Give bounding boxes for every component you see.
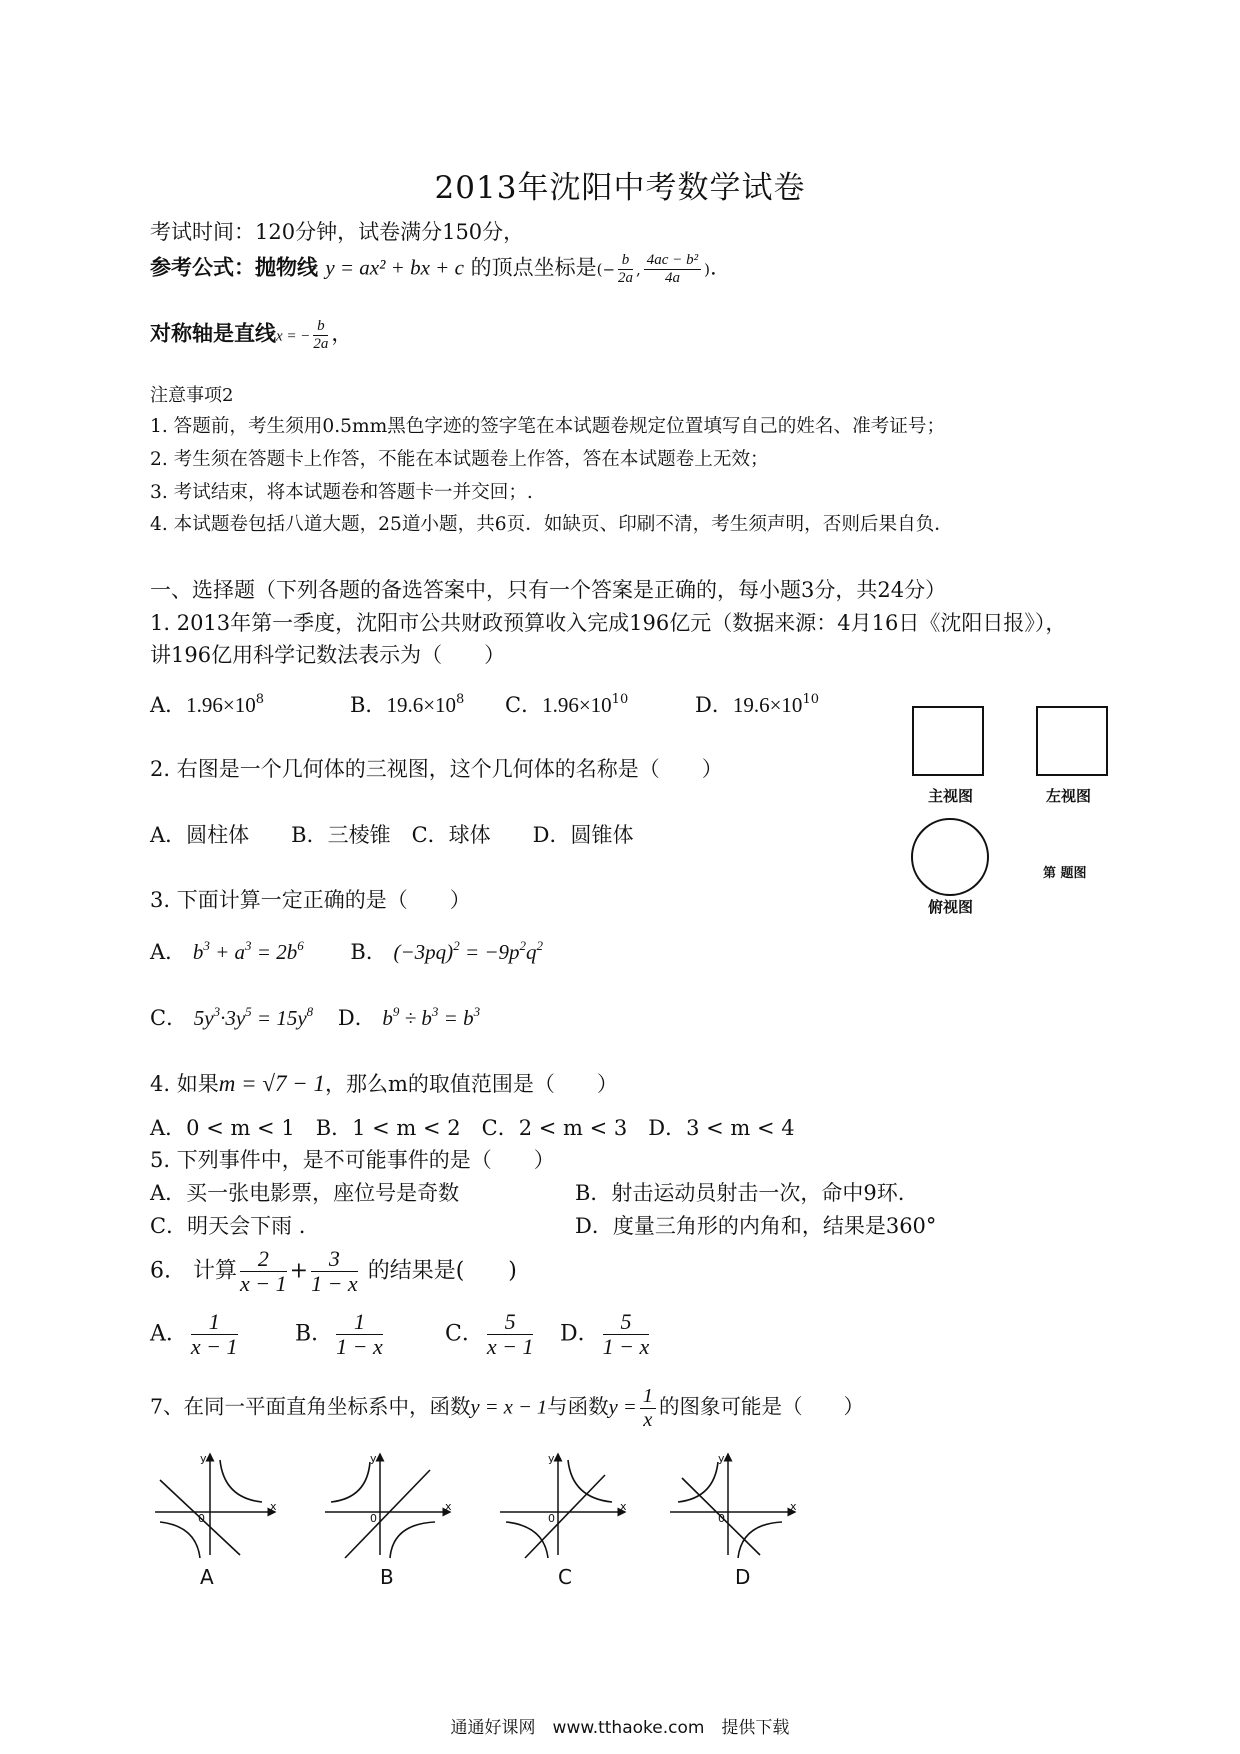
notice-item: 2. 考生须在答题卡上作答，不能在本试题卷上作答，答在本试题卷上无效； xyxy=(150,449,769,470)
front-view-square xyxy=(913,707,983,775)
notice-item: 4. 本试题卷包括八道大题，25道小题，共6页．如缺页、印刷不清，考生须声明，否则后果自负． xyxy=(150,514,953,535)
q2-stem: 2. 右图是一个几何体的三视图，这个几何体的名称是（ ） xyxy=(150,757,723,781)
q6-fraction-2: $\frac{3}{1 - x}$ xyxy=(311,1246,358,1297)
q5-option-a: A．买一张电影票，座位号是奇数 xyxy=(150,1181,460,1205)
graph-d xyxy=(670,1454,795,1558)
graph-b-origin: 0 xyxy=(370,1512,377,1525)
q1-stem-line1: 1. 2013年第一季度，沈阳市公共财政预算收入完成196亿元（数据来源：4月16日《沈阳日报》）， xyxy=(150,611,1067,635)
q1-option-a: A．$1.96\times 10^8$ xyxy=(150,692,265,717)
q3-option-c-expr: $5y^3\cdot 3y^5 = 15y^8$ xyxy=(193,1004,314,1030)
graph-a-origin: 0 xyxy=(198,1512,205,1525)
q7-stem: 7、在同一平面直角坐标系中，函数y = x − 1与函数y = $\frac{1}{x}$ 的图象可能是（ ） xyxy=(150,1385,864,1431)
graph-a-y-label: y xyxy=(200,1452,207,1465)
hyperbola-branch xyxy=(160,1522,200,1558)
graph-b xyxy=(325,1454,450,1558)
vertex-close: ) xyxy=(704,260,710,279)
q5-option-b: B．射击运动员射击一次，命中9环. xyxy=(575,1181,905,1205)
graph-d-y-label: y xyxy=(718,1452,725,1465)
q3-option-c-label: C． xyxy=(150,1006,188,1030)
q5-option-c: C．明天会下雨 . xyxy=(150,1214,306,1238)
line-graph xyxy=(525,1475,605,1558)
top-view-label: 俯视图 xyxy=(928,898,974,916)
q1-option-c: C．$1.96\times 10^{10}$ xyxy=(505,692,629,717)
q3-option-a-expr: $b^3 + a^3 = 2b^6$ xyxy=(192,938,304,964)
q3-option-d-expr: $b^9 \div b^3 = b^3$ xyxy=(382,1004,481,1030)
graph-b-x-label: x xyxy=(445,1500,452,1513)
axis-fraction: $\frac{b}{2a}$ xyxy=(313,318,329,352)
hyperbola-branch xyxy=(331,1462,370,1502)
q3-row1 xyxy=(150,938,543,965)
graph-c-x-label: x xyxy=(620,1500,627,1513)
q3-option-b-expr: $(-3pq)^2 = -9p^2q^2$ xyxy=(393,938,544,964)
graph-d-x-label: x xyxy=(790,1500,797,1513)
vertex-x-fraction: $\frac{b}{2a}$ xyxy=(618,252,634,286)
left-view-square xyxy=(1037,707,1107,775)
q6-stem: 6. 计算 $\frac{2}{x - 1}$ + $\frac{3}{1 - x}$ 的结果是( ) xyxy=(150,1246,517,1297)
q1-option-b: B．$19.6\times 10^8$ xyxy=(350,692,465,717)
graph-a-label: A xyxy=(200,1565,214,1589)
q6-option-a: A． $\frac{1}{x - 1}$ xyxy=(150,1309,238,1360)
q6-fraction-1: $\frac{2}{x - 1}$ xyxy=(240,1246,287,1297)
graph-d-origin: 0 xyxy=(718,1512,725,1525)
q4-options: A．0 < m < 1 B．1 < m < 2 C．2 < m < 3 D．3 < m < 4 xyxy=(150,1116,795,1140)
q2-options: A．圆柱体 B．三棱锥 C．球体 D．圆锥体 xyxy=(150,823,634,847)
q3-option-d-label: D． xyxy=(337,1006,376,1030)
graph-b-label: B xyxy=(380,1565,394,1589)
exam-title: 2013年沈阳中考数学试卷 xyxy=(434,170,806,206)
graph-c-y-label: y xyxy=(548,1452,555,1465)
exam-info: 考试时间：120分钟，试卷满分150分， xyxy=(150,220,525,244)
front-view-label: 主视图 xyxy=(928,787,974,805)
axis-line-label: 对称轴是直线 xyxy=(150,320,276,346)
graph-c-label: C xyxy=(558,1565,572,1589)
q4-m-expr: m = √7 − 1 xyxy=(218,1071,325,1096)
section-heading: 一、选择题（下列各题的备选答案中，只有一个答案是正确的，每小题3分，共24分） xyxy=(150,578,947,602)
figure-caption: 第 题图 xyxy=(1043,866,1087,881)
hyperbola-branch xyxy=(390,1522,435,1558)
formula-line: 参考公式：抛物线 y = ax² + bx + c 的顶点坐标是(− $\frac{b}{2a}$ , $\frac{\text{4ac − b²}}{4a}$ ). xyxy=(150,252,717,286)
q3-option-b-label: B． xyxy=(350,940,387,964)
formula-text-a: 参考公式：抛物线 xyxy=(150,254,326,280)
q1-option-d: D．$19.6\times 10^{10}$ xyxy=(695,692,819,717)
page-footer: 通通好课网 www.tthaoke.com 提供下载 xyxy=(450,1718,790,1738)
hyperbola-branch xyxy=(220,1460,262,1502)
hyperbola-branch xyxy=(678,1462,718,1502)
graph-a xyxy=(155,1454,275,1558)
line-graph xyxy=(345,1470,430,1558)
q6-option-c: C． $\frac{5}{x - 1}$ xyxy=(445,1309,534,1360)
q1-stem-line2: 讲196亿用科学记数法表示为（ ） xyxy=(150,643,506,667)
q5-option-d: D．度量三角形的内角和，结果是360° xyxy=(575,1214,937,1238)
graph-a-x-label: x xyxy=(270,1500,277,1513)
vertex-open: (− xyxy=(596,260,616,279)
q7-graphs xyxy=(150,1450,840,1560)
graph-d-label: D xyxy=(735,1565,751,1589)
axis-line: 对称轴是直线x = − $\frac{b}{2a}$ ， xyxy=(150,318,353,352)
q4-stem: 4. 如果m = √7 − 1，那么m的取值范围是（ ） xyxy=(150,1071,618,1096)
q3-stem: 3. 下面计算一定正确的是（ ） xyxy=(150,888,471,912)
parabola-equation: y = ax² + bx + c xyxy=(325,255,464,280)
graph-c xyxy=(500,1454,625,1558)
q5-stem: 5. 下列事件中，是不可能事件的是（ ） xyxy=(150,1148,555,1172)
hyperbola-branch xyxy=(568,1460,612,1502)
left-view-label: 左视图 xyxy=(1046,787,1092,805)
vertex-y-fraction: $\frac{\text{4ac − b²}}{4a}$ xyxy=(644,252,701,286)
q6-option-b: B． $\frac{1}{1 - x}$ xyxy=(295,1309,383,1360)
notice-item: 1. 答题前，考生须用0.5mm黑色字迹的签字笔在本试题卷规定位置填写自己的姓名、准考证号； xyxy=(150,416,946,437)
three-views-figure xyxy=(900,700,1140,920)
notice-heading: 注意事项2 xyxy=(150,385,234,406)
q6-option-d: D． $\frac{5}{1 - x}$ xyxy=(560,1309,650,1360)
q3-option-a-label: A． xyxy=(150,940,187,964)
formula-text-b: 的顶点坐标是 xyxy=(463,255,597,280)
notice-item: 3. 考试结束，将本试题卷和答题卡一并交回；. xyxy=(150,482,533,503)
q3-row2 xyxy=(150,1004,480,1031)
top-view-circle xyxy=(912,819,988,895)
graph-b-y-label: y xyxy=(370,1452,377,1465)
graph-c-origin: 0 xyxy=(548,1512,555,1525)
